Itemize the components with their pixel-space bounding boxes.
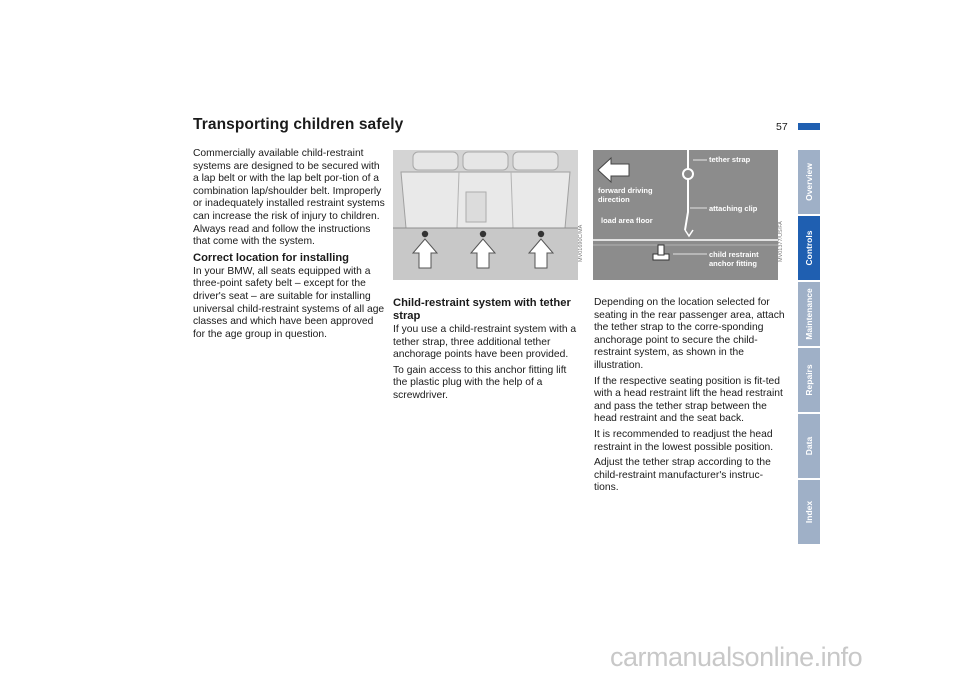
diagram-label-tether-strap: tether strap (709, 155, 751, 164)
page-number: 57 (776, 121, 788, 133)
diagram-label-load-floor: load area floor (601, 216, 653, 225)
column-2 (393, 297, 583, 406)
installing-paragraph: In your BMW, all seats equipped with a three-point safety belt – except for the driver's seat – are suitable for installing universal child-restraint systems of all age classes and which have been approved for the age group in question. (193, 265, 385, 340)
diagram-label-anchor-1: child restraint (709, 250, 759, 259)
installing-heading: Correct location for installing (193, 251, 350, 264)
diagram-label-direction-1: forward driving (598, 186, 653, 195)
tab-repairs[interactable] (798, 348, 820, 412)
tab-overview[interactable] (798, 150, 820, 214)
tab-label: Maintenance (804, 288, 814, 340)
column-1 (193, 148, 385, 344)
instructions-paragraph-3: It is recommended to readjust the head restraint in the lowest possible position. (594, 428, 774, 453)
tether-diagram-figure (593, 150, 778, 280)
tab-maintenance[interactable] (798, 282, 820, 346)
instructions-paragraph-2: If the respective seating position is fit-ted with a head restraint lift the head restraint and pass the tether strap between the head restraint and the seat back. (594, 375, 783, 425)
tab-data[interactable] (798, 414, 820, 478)
diagram-label-attaching-clip: attaching clip (709, 204, 758, 213)
tab-label: Overview (804, 163, 814, 201)
watermark: carmanualsonline.info (610, 642, 863, 672)
figure-code: MV01690C/MA (578, 224, 584, 262)
instructions-paragraph-1: Depending on the location selected for seating in the rear passenger area, attach the tether strap to the corre-sponding anchorage point to secure the child-restraint system, as shown in the illustration. (594, 297, 785, 371)
tether-paragraph-1: If you use a child-restraint system with a tether strap, three additional tether anchorage points have been provided. (393, 324, 577, 361)
page-marker (798, 123, 820, 130)
diagram-label-direction-2: direction (598, 195, 630, 204)
tether-paragraph-2: To gain access to this anchor fitting lift the plastic plug with the help of a screwdriver. (393, 364, 567, 401)
section-tabs (798, 150, 820, 546)
page-title: Transporting children safely (193, 116, 404, 133)
column-3 (594, 297, 786, 498)
tab-label: Data (804, 436, 814, 456)
intro-paragraph: Commercially available child-restraint systems are designed to be secured with a lap belt or with the lap belt por-tion of a combination lap/shoulder belt. Improperly or inadequately installed restraint systems can increase the risk of injury to children. Always read and follow the instructions that come with the system. (193, 148, 385, 248)
tab-label: Repairs (804, 364, 814, 396)
tab-label: Controls (804, 230, 814, 266)
tab-controls[interactable] (798, 216, 820, 280)
figure-code: MV01377/US/FA (778, 221, 784, 262)
diagram-label-anchor-2: anchor fitting (709, 259, 757, 268)
tab-label: Index (804, 500, 814, 524)
tab-index[interactable] (798, 480, 820, 544)
cargo-anchor-figure (393, 150, 578, 280)
tether-heading: Child-restraint system with tether strap (393, 297, 571, 322)
instructions-paragraph-4: Adjust the tether strap according to the child-restraint manufacturer's instruc-tions. (594, 457, 771, 494)
